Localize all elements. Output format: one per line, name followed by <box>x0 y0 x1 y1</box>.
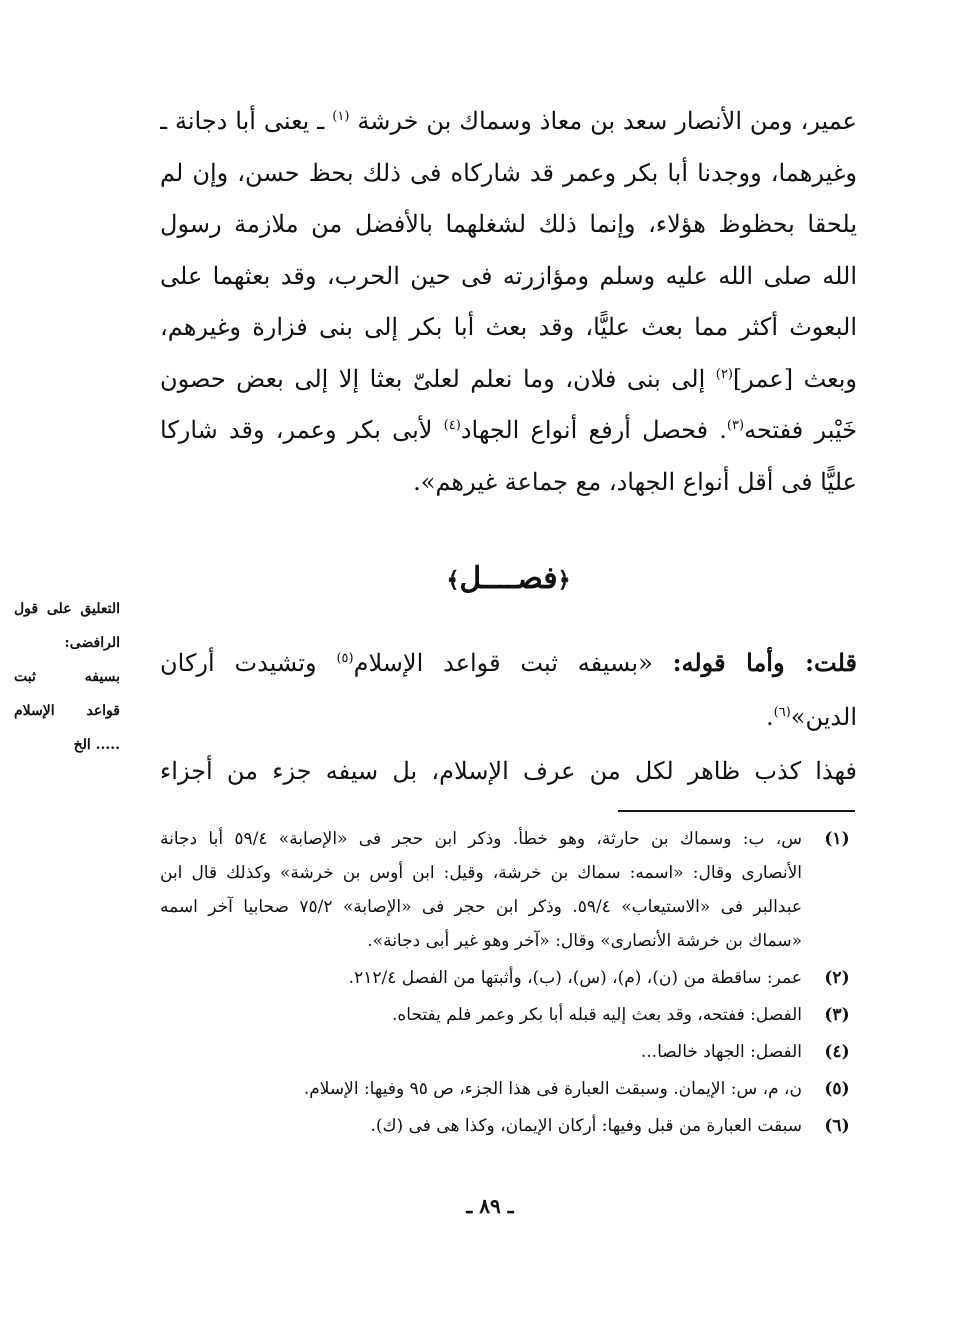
main-line-7: خَيْبر ففتحه$^{(٣)}$. فحصل أرفع أنواع الجهاد$^{(٤)}$ لأبى بكر وعمر، وقد شاركا <box>160 416 857 444</box>
section-line-1: قلت: وأما قوله: «بسيفه ثبت قواعد الإسلام$^{(٥)}$ وتشيدت أركان <box>160 648 857 677</box>
footnote-5 <box>160 1072 857 1106</box>
heading-ornament-right: ﴿ <box>557 567 571 593</box>
margin-note-line: ..... الخ <box>73 737 120 753</box>
margin-note-line: قواعد الإسلام <box>14 703 120 719</box>
footnote-ref-2[interactable]: (٢) <box>715 366 733 382</box>
footnote-line: الأنصارى وقال: «اسمه: سماك بن خرشة، وقيل: ابن أوس بن خرشة» وكذلك قال ابن <box>160 863 802 883</box>
margin-note-line: التعليق على قول <box>14 601 120 617</box>
footnote-ref-1[interactable]: (١) <box>332 109 350 124</box>
footnote-line: س، ب: وسماك بن حارثة، وهو خطأ. وذكر ابن حجر فى «الإصابة» ٥٩/٤ أبا دجانة <box>160 829 802 849</box>
section-heading <box>160 557 857 602</box>
main-paragraph <box>160 96 857 508</box>
footnotes <box>160 822 857 1146</box>
footnote-separator <box>618 810 855 812</box>
main-line-1: عمير، ومن الأنصار سعد بن معاذ وسماك بن خرشة $^{(١)}$ ـ يعنى أبا دجانة ـ <box>160 107 857 135</box>
main-line-3: يلحقا بحظوظ هؤلاء، وإنما ذلك لشغلهما بالأفضل من ملازمة رسول <box>160 210 857 238</box>
section-line-2: الدين»$^{(٦)}$. <box>766 703 857 731</box>
footnote-number: (٥) <box>824 1079 850 1099</box>
heading-ornament-left: ﴾ <box>446 567 460 593</box>
footnote-line: عمر: ساقطة من (ن)، (م)، (س)، (ب)، وأثبتها من الفصل ٢١٢/٤. <box>348 968 802 988</box>
footnote-3 <box>160 998 857 1032</box>
footnote-line: «سماك بن خرشة الأنصارى» وقال: «آخر وهو غير أبى دجانة». <box>367 931 802 951</box>
margin-note <box>14 592 120 762</box>
footnote-number: (٦) <box>824 1116 850 1136</box>
lead-phrase: قلت: وأما قوله: <box>672 648 857 677</box>
footnote-number: (٢) <box>824 968 850 988</box>
footnote-line: عبدالبر فى «الاستيعاب» ٥٩/٤. وذكر ابن حجر فى «الإصابة» ٧٥/٢ صحابيا آخر اسمه <box>160 897 802 917</box>
footnote-ref-4[interactable]: (٤) <box>443 418 461 433</box>
margin-note-line: الرافضى: <box>64 635 120 651</box>
section-title: فصــــل <box>459 561 558 596</box>
main-line-6: وبعث [عمر]$^{(٢)}$ إلى بنى فلان، وما نعلم لعلىّ بعثا إلا إلى بعض حصون <box>160 364 857 393</box>
footnote-6 <box>160 1109 857 1143</box>
page-number: ـ ٨٩ ـ <box>466 1194 514 1218</box>
footnote-number: (٤) <box>824 1042 850 1062</box>
section-paragraph <box>160 636 857 798</box>
margin-note-line: بسيفه ثبت <box>14 669 120 685</box>
main-line-4: الله صلى الله عليه وسلم ومؤازرته فى حين الحرب، وقد بعثهما على <box>160 261 857 290</box>
main-line-2: وغيرهما، ووجدنا أبا بكر وعمر قد شاركاه فى ذلك بحظ حسن، وإن لم <box>160 158 857 187</box>
footnote-number: (١) <box>824 829 850 849</box>
footnote-ref-6[interactable]: (٦) <box>773 705 791 720</box>
main-line-5: البعوث أكثر مما بعث عليًّا، وقد بعث أبا بكر إلى بنى فزارة وغيرهم، <box>160 313 857 341</box>
footnote-line: الفصل: ففتحه، وقد بعث إليه قبله أبا بكر وعمر فلم يفتحاه. <box>391 1005 802 1025</box>
footnote-2 <box>160 961 857 995</box>
main-line-8: عليًّا فى أقل أنواع الجهاد، مع جماعة غيرهم». <box>413 467 857 496</box>
footnote-1 <box>160 822 857 958</box>
section-line-3: فهذا كذب ظاهر لكل من عرف الإسلام، بل سيفه جزء من أجزاء <box>160 757 857 785</box>
footnote-line: ن، م، س: الإيمان. وسبقت العبارة فى هذا الجزء، ص ٩٥ وفيها: الإسلام. <box>303 1079 802 1099</box>
footnote-ref-3[interactable]: (٣) <box>726 418 745 433</box>
footnote-4 <box>160 1035 857 1069</box>
footnote-line: الفصل: الجهاد خالصا... <box>640 1042 802 1062</box>
footnote-number: (٣) <box>824 1005 850 1025</box>
footnote-ref-5[interactable]: (٥) <box>336 651 354 666</box>
footnote-line: سبقت العبارة من قبل وفيها: أركان الإيمان، وكذا هى فى (ك). <box>370 1116 802 1136</box>
